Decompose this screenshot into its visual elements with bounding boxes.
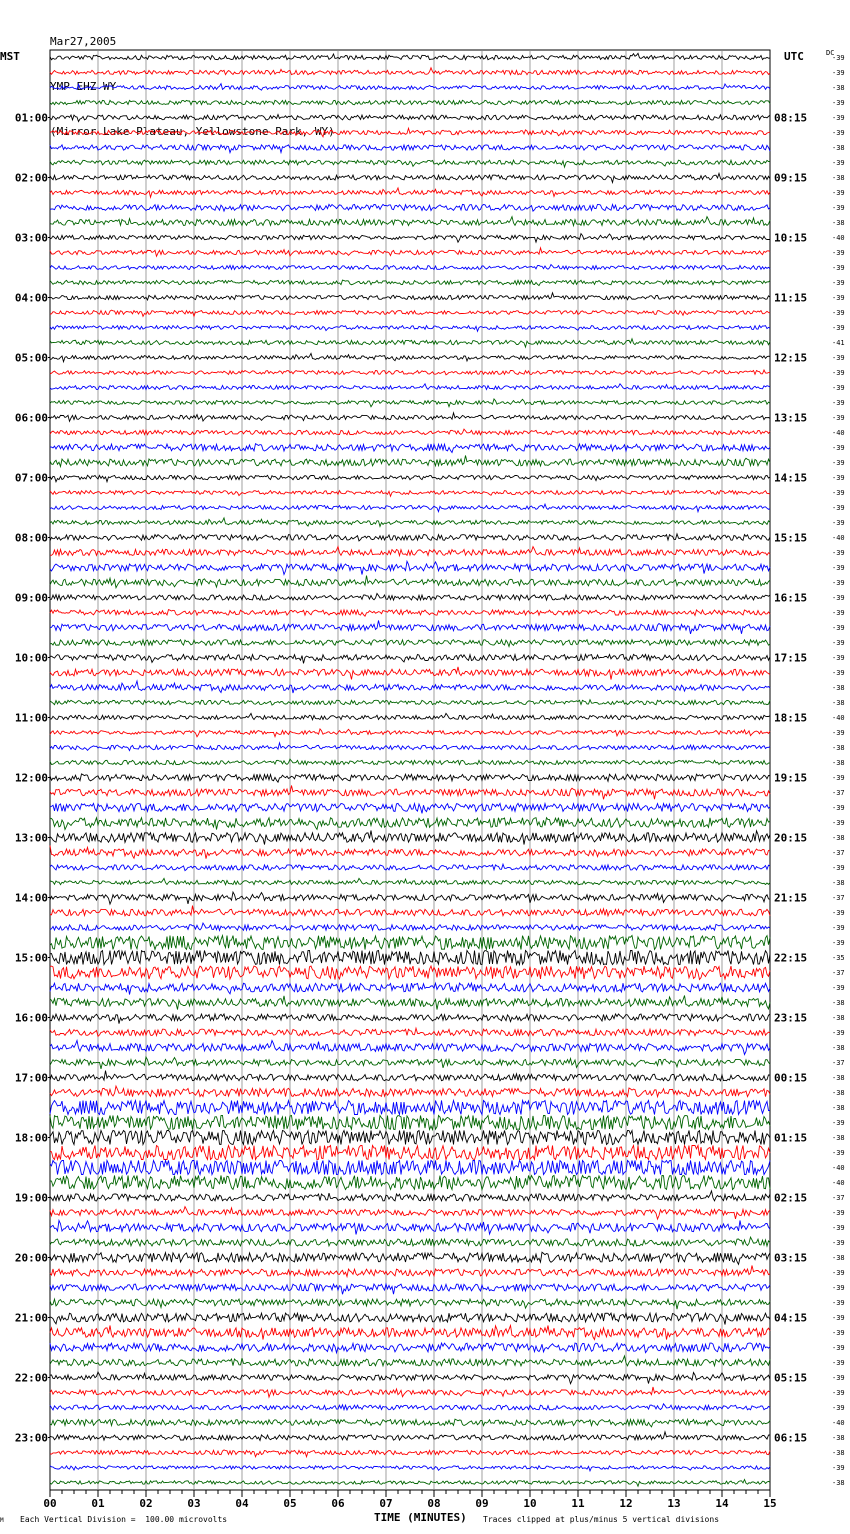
seismic-trace: [50, 339, 770, 347]
seismic-trace: [50, 265, 770, 270]
dc-offset-label: -39: [832, 984, 845, 992]
seismic-trace: [50, 743, 770, 751]
seismic-trace: [50, 831, 770, 845]
dc-offset-label: -39: [832, 939, 845, 947]
dc-offset-label: -39: [832, 639, 845, 647]
seismic-trace: [50, 384, 770, 390]
dc-offset-label: -38: [832, 1044, 845, 1052]
seismic-trace: [50, 217, 770, 226]
seismic-trace: [50, 204, 770, 211]
dc-offset-label: -39: [832, 1209, 845, 1217]
seismic-trace: [50, 68, 770, 75]
seismic-trace: [50, 1326, 770, 1340]
left-hour-label: 09:00: [14, 591, 48, 605]
x-tick-label: 01: [91, 1497, 105, 1510]
seismic-trace: [50, 594, 770, 601]
clip-note: Traces clipped at plus/minus 5 vertical divisions: [483, 1515, 720, 1524]
dc-offset-label: -38: [832, 1134, 845, 1142]
seismic-trace: [50, 456, 770, 467]
dc-offset-label: -37: [832, 894, 845, 902]
dc-offset-label: -39: [832, 504, 845, 512]
dc-offset-label: -38: [832, 174, 845, 182]
seismic-trace: [50, 846, 770, 859]
seismic-trace: [50, 248, 770, 256]
seismic-trace: [50, 1372, 770, 1384]
seismic-trace: [50, 936, 770, 950]
dc-offset-label: -38: [832, 1479, 845, 1487]
left-hour-label: 22:00: [14, 1371, 48, 1385]
seismic-trace: [50, 654, 770, 663]
chart-date: Mar27,2005: [50, 35, 117, 48]
seismic-trace: [50, 774, 770, 782]
seismic-trace: [50, 923, 770, 930]
dc-offset-label: -39: [832, 564, 845, 572]
dc-offset-label: -41: [832, 339, 845, 347]
dc-offset-label: -39: [832, 369, 845, 377]
left-hour-label: 01:00: [14, 111, 48, 125]
seismic-trace: [50, 878, 770, 884]
dc-offset-label: -39: [832, 489, 845, 497]
dc-offset-label: -37: [832, 789, 845, 797]
right-hour-label: 23:15: [774, 1011, 808, 1025]
dc-offset-label: -38: [832, 1104, 845, 1112]
left-timezone-label: MST: [0, 50, 20, 63]
seismic-trace: [50, 413, 770, 421]
dc-offset-label: -39: [832, 804, 845, 812]
left-hour-label: 02:00: [14, 171, 48, 185]
seismic-trace: [50, 444, 770, 453]
dc-offset-label: -39: [832, 474, 845, 482]
right-hour-label: 04:15: [774, 1311, 808, 1325]
dc-offset-label: -39: [832, 384, 845, 392]
seismic-trace: [50, 759, 770, 765]
seismic-trace: [50, 1299, 770, 1309]
right-hour-label: 09:15: [774, 171, 808, 185]
seismic-trace: [50, 504, 770, 512]
seismic-trace: [50, 1419, 770, 1427]
dc-label: DC: [826, 49, 835, 57]
seismic-trace: [50, 864, 770, 870]
dc-offset-label: -39: [832, 864, 845, 872]
dc-offset-label: -39: [832, 1374, 845, 1382]
seismic-trace: [50, 1266, 770, 1277]
right-hour-label: 01:15: [774, 1131, 808, 1145]
seismic-trace: [50, 491, 770, 497]
dc-offset-label: -39: [832, 1329, 845, 1337]
seismic-trace: [50, 518, 770, 527]
seismic-trace: [50, 115, 770, 122]
x-tick-label: 00: [43, 1497, 57, 1510]
left-hour-label: 13:00: [14, 831, 48, 845]
dc-offset-label: -39: [832, 129, 845, 137]
seismic-trace: [50, 576, 770, 588]
dc-offset-label: -39: [832, 294, 845, 302]
right-hour-label: 12:15: [774, 351, 808, 365]
left-hour-label: 10:00: [14, 651, 48, 665]
seismic-trace: [50, 280, 770, 286]
dc-offset-label: -38: [832, 1014, 845, 1022]
dc-offset-label: -38: [832, 699, 845, 707]
dc-offset-label: -40: [832, 1179, 845, 1187]
right-hour-label: 20:15: [774, 831, 808, 845]
seismic-trace: [50, 1207, 770, 1219]
dc-offset-label: -39: [832, 309, 845, 317]
x-tick-label: 07: [379, 1497, 393, 1510]
right-hour-label: 06:15: [774, 1431, 808, 1445]
dc-offset-label: -39: [832, 159, 845, 167]
seismic-trace: [50, 188, 770, 197]
dc-offset-label: -38: [832, 684, 845, 692]
left-hour-label: 07:00: [14, 471, 48, 485]
dc-offset-label: -39: [832, 549, 845, 557]
seismic-trace: [50, 1387, 770, 1397]
seismic-trace: [50, 1028, 770, 1036]
dc-offset-label: -39: [832, 414, 845, 422]
x-tick-label: 08: [427, 1497, 441, 1510]
dc-offset-label: -39: [832, 1404, 845, 1412]
dc-offset-label: -38: [832, 144, 845, 152]
dc-offset-label: -39: [832, 819, 845, 827]
right-hour-label: 15:15: [774, 531, 808, 545]
seismic-trace: [50, 100, 770, 104]
left-hour-label: 08:00: [14, 531, 48, 545]
dc-offset-label: -37: [832, 849, 845, 857]
seismic-trace: [50, 966, 770, 980]
right-hour-label: 10:15: [774, 231, 808, 245]
dc-offset-label: -37: [832, 1059, 845, 1067]
seismic-trace: [50, 1356, 770, 1366]
seismic-trace: [50, 353, 770, 361]
dc-offset-label: -38: [832, 744, 845, 752]
dc-offset-label: -38: [832, 219, 845, 227]
left-hour-label: 16:00: [14, 1011, 48, 1025]
left-hour-label: 20:00: [14, 1251, 48, 1265]
seismic-trace: [50, 1086, 770, 1097]
left-hour-label: 05:00: [14, 351, 48, 365]
dc-offset-label: -39: [832, 624, 845, 632]
seismic-trace: [50, 713, 770, 719]
left-hour-label: 04:00: [14, 291, 48, 305]
seismic-trace: [50, 128, 770, 137]
dc-offset-label: -38: [832, 1254, 845, 1262]
seismic-trace: [50, 1283, 770, 1294]
right-hour-label: 22:15: [774, 951, 808, 965]
seismic-trace: [50, 84, 770, 90]
dc-offset-label: -39: [832, 1344, 845, 1352]
seismic-trace: [50, 1116, 770, 1130]
dc-offset-label: -39: [832, 459, 845, 467]
dc-offset-label: -39: [832, 324, 845, 332]
seismic-trace: [50, 621, 770, 634]
seismic-trace: [50, 1480, 770, 1487]
dc-offset-label: -38: [832, 879, 845, 887]
seismic-trace: [50, 1432, 770, 1441]
dc-offset-label: -39: [832, 399, 845, 407]
footer-mark: M: [0, 1517, 4, 1524]
seismic-trace: [50, 906, 770, 916]
left-hour-label: 06:00: [14, 411, 48, 425]
dc-offset-label: -40: [832, 1419, 845, 1427]
left-hour-label: 18:00: [14, 1131, 48, 1145]
x-tick-label: 02: [139, 1497, 153, 1510]
dc-offset-label: -40: [832, 234, 845, 242]
dc-offset-label: -39: [832, 1239, 845, 1247]
seismic-trace: [50, 1466, 770, 1471]
chart-title: YMP EHZ WY: [50, 80, 117, 93]
seismic-trace: [50, 1176, 770, 1190]
seismic-trace: [50, 534, 770, 541]
dc-offset-label: -40: [832, 429, 845, 437]
x-tick-label: 11: [571, 1497, 585, 1510]
x-tick-label: 12: [619, 1497, 633, 1510]
dc-offset-label: -39: [832, 609, 845, 617]
seismic-trace: [50, 547, 770, 556]
left-hour-label: 11:00: [14, 711, 48, 725]
x-tick-label: 05: [283, 1497, 297, 1510]
seismic-trace: [50, 1191, 770, 1201]
dc-offset-label: -38: [832, 1449, 845, 1457]
seismic-trace: [50, 234, 770, 243]
dc-offset-label: -39: [832, 594, 845, 602]
right-hour-label: 14:15: [774, 471, 808, 485]
seismic-trace: [50, 310, 770, 316]
x-tick-label: 14: [715, 1497, 729, 1510]
dc-offset-label: -39: [832, 1269, 845, 1277]
right-hour-label: 17:15: [774, 651, 808, 665]
dc-offset-label: -39: [832, 1284, 845, 1292]
x-tick-label: 09: [475, 1497, 489, 1510]
left-hour-label: 23:00: [14, 1431, 48, 1445]
dc-offset-label: -40: [832, 1164, 845, 1172]
dc-offset-label: -39: [832, 114, 845, 122]
dc-offset-label: -39: [832, 189, 845, 197]
seismic-trace: [50, 892, 770, 904]
dc-offset-label: -39: [832, 654, 845, 662]
dc-offset-label: -39: [832, 249, 845, 257]
dc-offset-label: -40: [832, 534, 845, 542]
chart-location: (Mirror Lake Plateau, Yellowstone Park, WY): [50, 125, 335, 138]
dc-offset-label: -39: [832, 1299, 845, 1307]
left-hour-label: 21:00: [14, 1311, 48, 1325]
seismic-trace: [50, 160, 770, 167]
seismic-trace: [50, 1131, 770, 1145]
seismic-trace: [50, 996, 770, 1010]
x-tick-label: 13: [667, 1497, 681, 1510]
dc-offset-label: -39: [832, 579, 845, 587]
left-hour-label: 12:00: [14, 771, 48, 785]
dc-offset-label: -39: [832, 1119, 845, 1127]
right-hour-label: 16:15: [774, 591, 808, 605]
seismic-trace: [50, 1071, 770, 1081]
left-hour-label: 15:00: [14, 951, 48, 965]
left-hour-label: 17:00: [14, 1071, 48, 1085]
seismic-trace: [50, 370, 770, 375]
dc-offset-label: -39: [832, 1389, 845, 1397]
dc-offset-label: -39: [832, 69, 845, 77]
right-hour-label: 19:15: [774, 771, 808, 785]
right-hour-label: 13:15: [774, 411, 808, 425]
seismic-trace: [50, 700, 770, 705]
seismic-trace: [50, 640, 770, 647]
dc-offset-label: -39: [832, 99, 845, 107]
seismic-trace: [50, 803, 770, 813]
x-tick-label: 06: [331, 1497, 345, 1510]
seismic-trace: [50, 1041, 770, 1055]
seismic-trace: [50, 818, 770, 830]
x-tick-label: 10: [523, 1497, 537, 1510]
seismic-trace: [50, 1252, 770, 1264]
dc-offset-label: -38: [832, 834, 845, 842]
dc-offset-label: -39: [832, 444, 845, 452]
seismic-trace: [50, 475, 770, 481]
seismic-trace: [50, 1057, 770, 1069]
seismic-trace: [50, 144, 770, 152]
right-hour-label: 21:15: [774, 891, 808, 905]
x-tick-label: 15: [763, 1497, 777, 1510]
dc-offset-label: -39: [832, 54, 845, 62]
seismic-trace: [50, 681, 770, 693]
dc-offset-label: -39: [832, 354, 845, 362]
seismic-trace: [50, 561, 770, 574]
dc-offset-label: -39: [832, 729, 845, 737]
seismic-trace: [50, 610, 770, 617]
seismic-trace: [50, 667, 770, 680]
dc-offset-label: -37: [832, 969, 845, 977]
right-hour-label: 18:15: [774, 711, 808, 725]
seismic-trace: [50, 729, 770, 737]
x-axis-title: TIME (MINUTES): [374, 1511, 467, 1524]
dc-offset-label: -39: [832, 204, 845, 212]
seismic-trace: [50, 429, 770, 435]
dc-offset-label: -39: [832, 1149, 845, 1157]
left-hour-label: 03:00: [14, 231, 48, 245]
seismic-trace: [50, 951, 770, 965]
seismic-trace: [50, 293, 770, 300]
vertical-scale-note: Each Vertical Division = 100.00 microvolts: [20, 1515, 228, 1524]
seismic-trace: [50, 173, 770, 182]
dc-offset-label: -39: [832, 1359, 845, 1367]
dc-offset-label: -39: [832, 1314, 845, 1322]
right-timezone-label: UTC: [784, 50, 804, 63]
seismic-trace: [50, 326, 770, 332]
dc-offset-label: -39: [832, 519, 845, 527]
dc-offset-label: -39: [832, 1029, 845, 1037]
seismic-trace: [50, 983, 770, 994]
seismic-trace: [50, 1313, 770, 1324]
dc-offset-label: -39: [832, 924, 845, 932]
seismic-trace: [50, 1014, 770, 1024]
seismic-trace: [50, 1237, 770, 1246]
seismic-trace: [50, 1450, 770, 1457]
dc-offset-label: -35: [832, 954, 845, 962]
dc-offset-label: -38: [832, 1434, 845, 1442]
dc-offset-label: -38: [832, 759, 845, 767]
dc-offset-label: -39: [832, 774, 845, 782]
dc-offset-label: -40: [832, 714, 845, 722]
seismic-trace: [50, 1161, 770, 1175]
seismic-trace: [50, 1404, 770, 1410]
x-tick-label: 04: [235, 1497, 249, 1510]
seismic-trace: [50, 1343, 770, 1353]
right-hour-label: 08:15: [774, 111, 808, 125]
seismic-trace: [50, 1146, 770, 1160]
left-hour-label: 14:00: [14, 891, 48, 905]
right-hour-label: 02:15: [774, 1191, 808, 1205]
dc-offset-label: -39: [832, 279, 845, 287]
dc-offset-label: -39: [832, 264, 845, 272]
dc-offset-label: -37: [832, 1194, 845, 1202]
right-hour-label: 00:15: [774, 1071, 808, 1085]
seismic-trace: [50, 53, 770, 59]
dc-offset-label: -38: [832, 84, 845, 92]
right-hour-label: 11:15: [774, 291, 808, 305]
dc-offset-label: -39: [832, 669, 845, 677]
dc-offset-label: -39: [832, 1464, 845, 1472]
seismic-trace: [50, 399, 770, 407]
dc-offset-label: -38: [832, 1074, 845, 1082]
dc-offset-label: -38: [832, 999, 845, 1007]
seismic-trace: [50, 1101, 770, 1115]
dc-offset-label: -39: [832, 1224, 845, 1232]
x-tick-label: 03: [187, 1497, 201, 1510]
left-hour-label: 19:00: [14, 1191, 48, 1205]
dc-offset-label: -38: [832, 1089, 845, 1097]
right-hour-label: 03:15: [774, 1251, 808, 1265]
dc-offset-label: -39: [832, 909, 845, 917]
right-hour-label: 05:15: [774, 1371, 808, 1385]
seismic-trace: [50, 1221, 770, 1235]
seismic-trace: [50, 786, 770, 800]
